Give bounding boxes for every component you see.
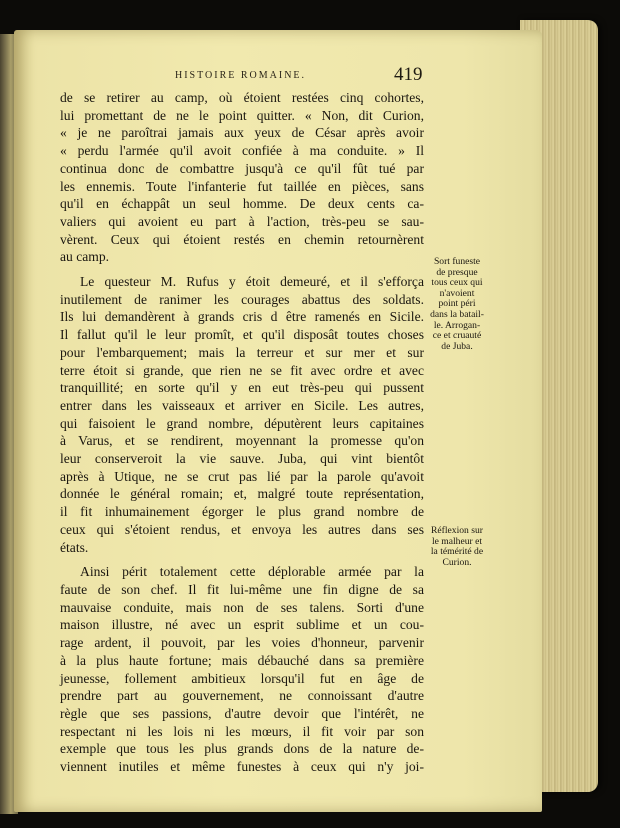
body-text (60, 89, 424, 776)
text-line: entrer dans les vaisseaux et arriver en Sicile. Les autres, (60, 397, 424, 413)
page-header (0, 64, 540, 90)
text-line: inutilement de ranimer les courages abattus des soldats. (60, 291, 424, 307)
text-line: qui faisoient le grand nombre, députèrent leurs capitaines (60, 415, 424, 431)
text-line: de se retirer au camp, où étoient restées cinq cohortes, (60, 90, 424, 105)
text-line: valiers qui avoient eu part à l'action, très-peu se sau- (60, 213, 424, 229)
margin-note-line: de Juba. (441, 340, 473, 352)
text-line: terre étoit si grande, que rien ne se fit avec ordre et avec (60, 362, 424, 378)
text-line: mauvaise conduite, mais non de ses talens. Sorti d'une (60, 599, 424, 615)
margin-note-line: Curion. (442, 556, 472, 568)
text-line: donnée le général romain; et, malgré toute représentation, (60, 486, 424, 502)
text-line: continua donc de combattre jusqu'à ce qu'il fût tué par (60, 160, 424, 176)
running-head: HISTOIRE ROMAINE. (175, 70, 307, 81)
text-line: prendre part au gouvernement, ne connoissant d'autre (60, 688, 424, 704)
paragraph-3 (60, 563, 424, 775)
text-line: les ennemis. Toute l'infanterie fut taillée en pièces, sans (60, 178, 424, 194)
paragraph-1 (60, 89, 424, 266)
text-line: lui promettant de ne le point quitter. « Non, dit Curion, (60, 107, 424, 123)
text-line: ceux qui s'étoient rendus, et envoya les autres dans ses (60, 521, 424, 537)
text-line: il fit inhumainement égorger le plus grand nombre de (60, 504, 424, 520)
text-line: Ils lui demandèrent à grands cris d être ramenés en Sicile. (60, 309, 424, 325)
margin-note-line: tous ceux qui (431, 277, 483, 289)
margin-note-line: point péri (438, 298, 476, 310)
text-line: rage ardent, il pouvoit, par les voies d'honneur, parvenir (60, 635, 424, 651)
text-line: pour l'embarquement; mais la terreur et sur mer et sur (60, 344, 424, 360)
text-line: Il fallut qu'il le leur promît, et qu'il disposât toutes choses (60, 327, 424, 343)
margin-note-line: le malheur et (431, 535, 483, 547)
margin-note-line: Sort funeste (433, 256, 481, 267)
text-line: jeunesse, follement ambitieux lorsqu'il fut en âge de (60, 670, 424, 686)
text-line: faute de son chef. Il fit lui-même une fin digne de sa (60, 581, 424, 597)
text-line: viennent inutiles et même funestes à ceux qui n'y joi- (60, 759, 424, 775)
text-line: tranquillité; en sorte qu'il y en eut très-peu qui pussent (60, 380, 424, 396)
page-number: 419 (394, 64, 423, 85)
text-line: exemple que tous les plus grands dons de la nature de- (60, 741, 424, 757)
text-line: « je ne paroîtrai jamais aux yeux de César après avoir (60, 125, 424, 141)
margin-note-line: le. Arrogan- (433, 319, 481, 331)
text-line: Ainsi périt totalement cette déplorable armée par la (80, 564, 424, 580)
margin-note-1 (425, 257, 489, 352)
margin-note-line: n'avoient (439, 287, 475, 299)
text-line: après à Utique, ne se crut pas lié par la parole qu'avoit (60, 468, 424, 484)
text-line: états. (60, 539, 89, 555)
margin-note-line: la témérité de (430, 546, 484, 558)
text-line: au camp. (60, 249, 110, 265)
text-line: Le questeur M. Rufus y étoit demeuré, et il s'efforça (80, 274, 424, 290)
text-line: vèrent. Ceux qui étoient restés en chemin retournèrent (60, 231, 424, 247)
margin-note-line: ce et cruauté (432, 330, 482, 342)
text-line: qu'il en échappât un seul homme. De deux cents ca- (60, 196, 424, 212)
margin-note-line: de presque (436, 266, 478, 278)
margin-note-line: dans la batail- (430, 308, 484, 320)
margin-note-line: Réflexion sur (431, 525, 483, 536)
paragraph-2 (60, 273, 424, 556)
text-line: leur conserveroit la vie sauve. Juba, qui vint bientôt (60, 451, 424, 467)
text-line: maison illustre, né avec un esprit sublime et un cou- (60, 617, 424, 633)
text-line: « perdu l'armée qu'il avoit confiée à ma conduite. » Il (60, 143, 424, 159)
margin-note-2 (425, 526, 489, 568)
text-line: à la plus haute fortune; mais débauché dans sa première (60, 652, 424, 668)
text-line: respectant ni les lois ni les mœurs, il fit voir par son (60, 723, 424, 739)
text-line: à Varus, et se rendirent, moyennant la promesse qu'on (60, 433, 424, 449)
text-line: règle que ses passions, d'autre devoir que l'intérêt, ne (60, 705, 424, 721)
